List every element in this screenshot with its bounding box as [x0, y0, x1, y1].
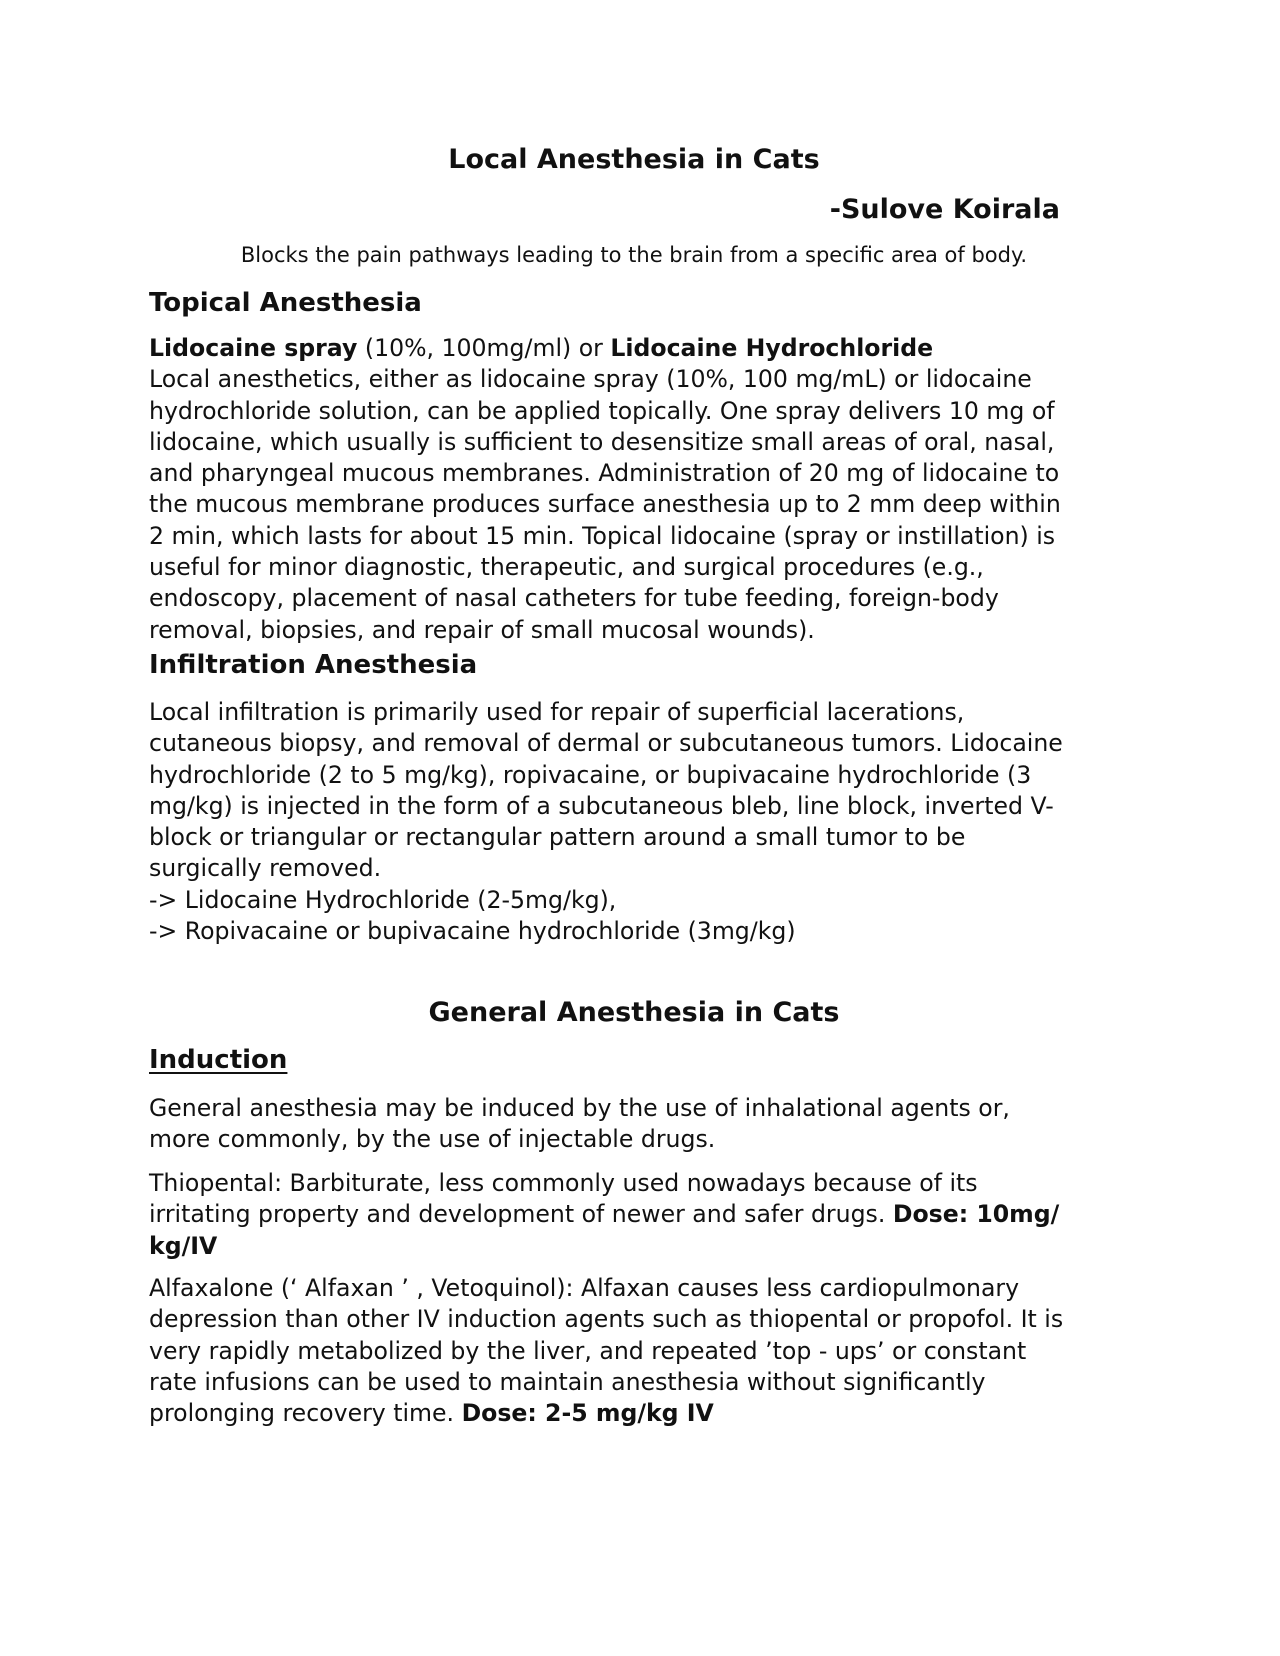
text-line: 2 min, which lasts for about 15 min. Topical lidocaine (spray or instillation) is — [149, 521, 1056, 550]
text-line: Local anesthetics, either as lidocaine spray (10%, 100 mg/mL) or lidocaine — [149, 365, 1032, 394]
text-line: surgically removed. — [149, 854, 382, 883]
text-line: Alfaxalone (‘ Alfaxan ’ , Vetoquinol): Alfaxan causes less cardiopulmonary — [149, 1274, 1020, 1302]
text-line: removal, biopsies, and repair of small mucosal wounds). — [149, 615, 815, 644]
topical-drug-line — [149, 333, 1119, 364]
text-line: block or triangular or rectangular pattern around a small tumor to be — [149, 823, 966, 852]
text-line: Local infiltration is primarily used for repair of superficial lacerations, — [149, 698, 965, 726]
dose-list-item: -> Ropivacaine or bupivacaine hydrochloride (3mg/kg) — [149, 917, 796, 946]
alfaxalone-text: prolonging recovery time. — [149, 1399, 462, 1428]
infiltration-anesthesia-paragraph — [149, 697, 1119, 947]
thiopental-text: irritating property and development of newer and safer drugs. — [149, 1200, 893, 1229]
drug-lidocaine-spray: Lidocaine spray — [149, 334, 358, 362]
document-title: Local Anesthesia in Cats — [448, 144, 820, 175]
infiltration-anesthesia-heading: Infiltration Anesthesia — [149, 650, 478, 680]
drug-concentration: (10%, 100mg/ml) or — [357, 334, 611, 362]
text-line: and pharyngeal mucous membranes. Administration of 20 mg of lidocaine to — [149, 459, 1060, 488]
text-line: the mucous membrane produces surface anesthesia up to 2 mm deep within — [149, 490, 1061, 519]
text-line: General anesthesia may be induced by the use of inhalational agents or, — [149, 1094, 1010, 1122]
dose-list-item: -> Lidocaine Hydrochloride (2-5mg/kg), — [149, 885, 617, 914]
text-line: endoscopy, placement of nasal catheters for tube feeding, foreign-body — [149, 584, 999, 613]
topical-anesthesia-heading: Topical Anesthesia — [149, 288, 422, 318]
text-line: very rapidly metabolized by the liver, and repeated ’top - ups’ or constant — [149, 1336, 1027, 1365]
text-line: hydrochloride (2 to 5 mg/kg), ropivacaine, or bupivacaine hydrochloride (3 — [149, 760, 1032, 789]
topical-anesthesia-paragraph — [149, 333, 1119, 646]
drug-lidocaine-hydrochloride: Lidocaine Hydrochloride — [610, 334, 934, 362]
alfaxalone-dose: Dose: 2-5 mg/kg IV — [461, 1399, 714, 1428]
text-line: lidocaine, which usually is sufficient to desensitize small areas of oral, nasal, — [149, 427, 1055, 456]
text-line — [149, 1398, 1119, 1429]
text-line: Thiopental: Barbiturate, less commonly used nowadays because of its — [149, 1169, 978, 1197]
text-line: more commonly, by the use of injectable drugs. — [149, 1125, 716, 1154]
author-line: -Sulove Koirala — [829, 194, 1060, 225]
alfaxalone-paragraph — [149, 1273, 1119, 1429]
thiopental-dose: Dose: 10mg/ — [892, 1200, 1060, 1229]
general-anesthesia-title: General Anesthesia in Cats — [428, 997, 840, 1028]
text-line — [149, 1199, 1119, 1230]
text-line: hydrochloride solution, can be applied topically. One spray delivers 10 mg of — [149, 396, 1055, 425]
intro-text: Blocks the pain pathways leading to the brain from a specific area of body. — [240, 243, 1028, 267]
induction-paragraph — [149, 1093, 1119, 1156]
thiopental-paragraph — [149, 1168, 1119, 1262]
induction-heading: Induction — [149, 1045, 288, 1075]
text-line: mg/kg) is injected in the form of a subcutaneous bleb, line block, inverted V- — [149, 791, 1054, 820]
text-line: cutaneous biopsy, and removal of dermal or subcutaneous tumors. Lidocaine — [149, 729, 1063, 758]
thiopental-dose-continued: kg/IV — [149, 1231, 218, 1260]
text-line: depression than other IV induction agents such as thiopental or propofol. It is — [149, 1305, 1064, 1334]
text-line: rate infusions can be used to maintain anesthesia without significantly — [149, 1367, 986, 1396]
text-line: useful for minor diagnostic, therapeutic, and surgical procedures (e.g., — [149, 553, 984, 582]
